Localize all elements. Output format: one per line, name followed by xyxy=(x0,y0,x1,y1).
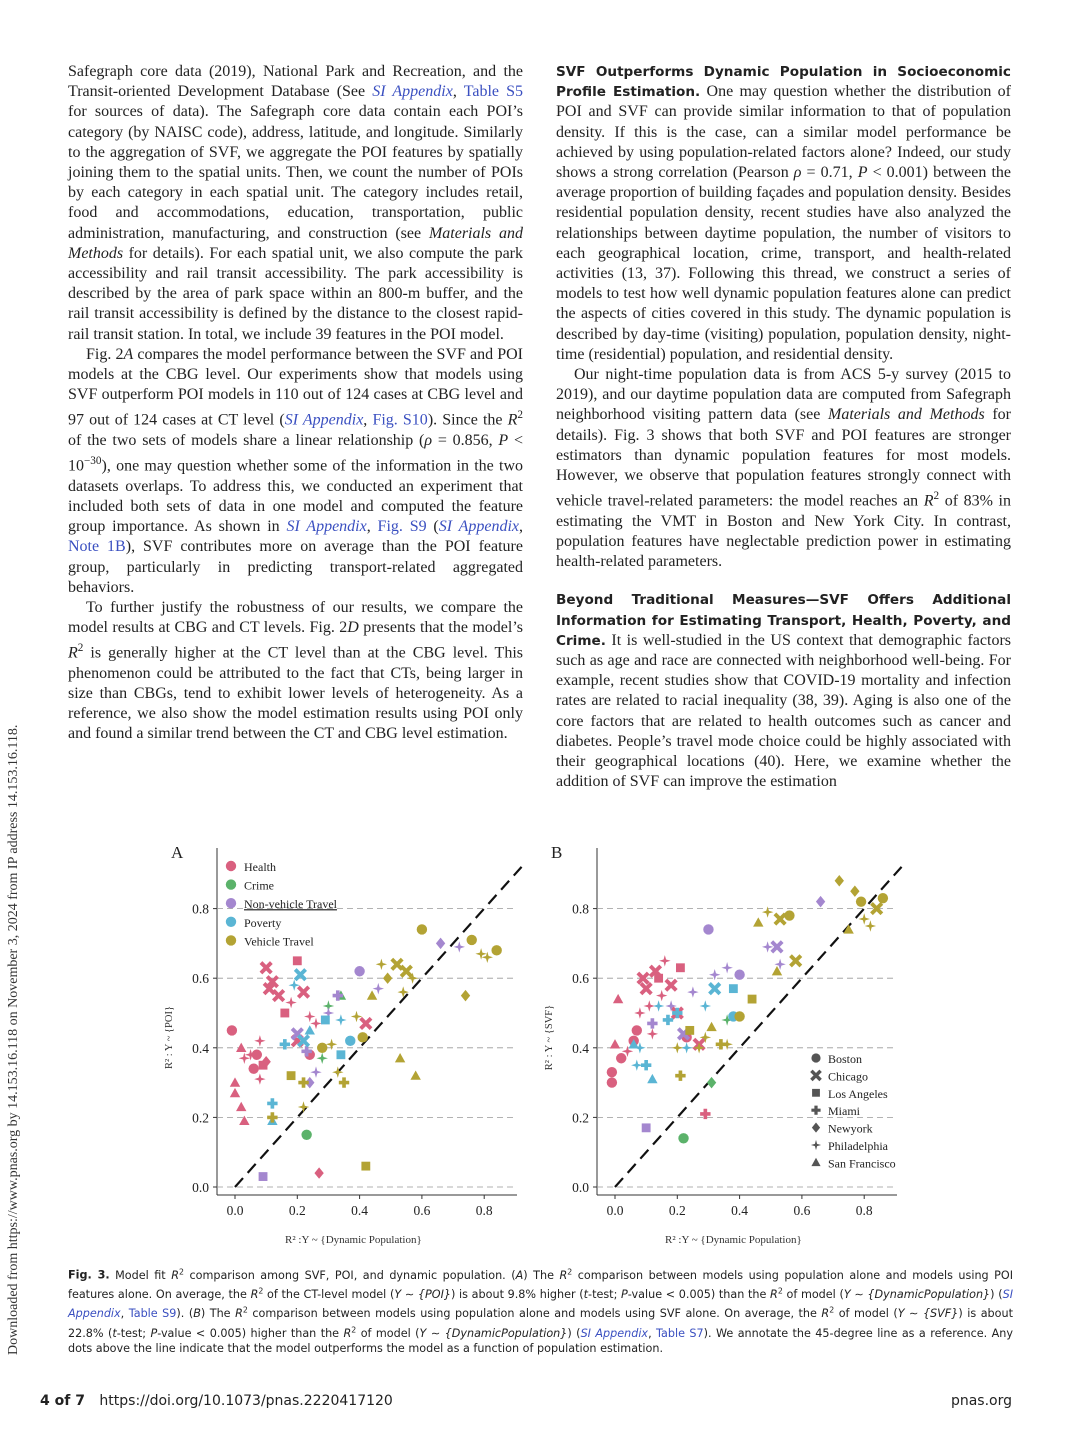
reference-link[interactable]: SI Appendix xyxy=(286,518,367,536)
data-point xyxy=(607,1077,617,1087)
x-tick-label: 0.6 xyxy=(413,1203,431,1218)
text-run: 2 xyxy=(829,1305,835,1315)
text-run: , xyxy=(452,83,464,101)
data-point xyxy=(753,917,763,926)
data-point xyxy=(631,1060,642,1071)
left-paragraph-3 xyxy=(68,598,523,745)
text-run: Materials and Methods xyxy=(828,406,985,424)
text-run: comparison among SVF, POI, and dynamic population. ( xyxy=(183,1268,516,1282)
data-point xyxy=(361,1018,371,1028)
reference-link[interactable]: Fig. S9 xyxy=(377,518,427,536)
data-point xyxy=(676,963,685,972)
text-run: ) The xyxy=(523,1268,560,1282)
figure-caption xyxy=(68,1264,1013,1357)
data-point xyxy=(236,1043,246,1052)
text-run: presents that the model’s xyxy=(358,619,523,637)
legend-label: Crime xyxy=(244,878,274,893)
text-run: Safegraph core data (2019), National Park and Recreation, and the Transit-oriented Development Database (See xyxy=(68,63,523,101)
text-run: {DynamicPopulation} xyxy=(444,1326,568,1340)
data-point xyxy=(734,970,744,980)
data-point xyxy=(314,1167,323,1178)
data-point xyxy=(454,941,465,952)
x-axis-label: R² :Y ~ {Dynamic Population} xyxy=(665,1234,802,1246)
text-run: One may question whether the distribution of POI and SVF can provide similar information to that of population density. If this is the case, can a similar model performance be achieved by using population-related factors alone? Indeed, our study shows a strong correlation (Pearson xyxy=(556,83,1012,182)
legend-marker xyxy=(226,898,236,908)
text-run: −30 xyxy=(84,455,102,468)
data-point xyxy=(383,972,392,983)
section-heading-beyond-traditional: Beyond Traditional Measures—SVF Offers Additional Information for Estimating Transport, Health, Poverty, and Crime. xyxy=(556,592,1011,649)
y-axis-label: R² : Y ~ {SVF} xyxy=(544,1004,555,1071)
legend-marker xyxy=(812,1089,820,1097)
legend-marker xyxy=(226,917,236,927)
data-point xyxy=(653,1000,664,1012)
data-point xyxy=(675,1070,685,1080)
data-point xyxy=(729,984,738,993)
legend-label: Chicago xyxy=(828,1069,868,1084)
data-point xyxy=(616,1053,626,1063)
legend-label: Newyork xyxy=(828,1121,873,1136)
reference-link[interactable]: SI Appendix xyxy=(372,83,453,101)
x-tick-label: 0.6 xyxy=(793,1203,811,1218)
data-point xyxy=(678,1133,688,1143)
text-run: , xyxy=(648,1326,657,1340)
reference-link[interactable]: Table S9 xyxy=(128,1307,177,1321)
data-point xyxy=(358,1032,368,1042)
data-point xyxy=(304,1011,316,1022)
reference-link[interactable]: Note 1B xyxy=(68,538,126,556)
data-point xyxy=(762,906,774,917)
legend-label: Health xyxy=(244,860,276,874)
text-run: 2 xyxy=(777,1286,783,1296)
text-run: 2 xyxy=(567,1267,573,1276)
data-point xyxy=(703,924,713,934)
data-point xyxy=(417,924,427,934)
y-tick-label: 0.2 xyxy=(572,1110,589,1126)
text-run: R xyxy=(235,1307,243,1321)
text-run: of 83% in estimating the VMT in Boston and New York City. In contrast, population features have neglectable prediction power in estimating health-related parameters. xyxy=(556,492,1011,571)
text-run: t xyxy=(112,1326,117,1340)
data-point xyxy=(336,1050,345,1059)
data-point xyxy=(642,1123,651,1132)
legend-marker xyxy=(812,1123,820,1133)
legend-label: Philadelphia xyxy=(828,1139,888,1153)
data-point xyxy=(775,914,785,924)
text-run: Our night-time population data is from ACS 5-y survey (2015 to 2019), and our daytime population data are computed from Safegraph neighborhood visiting pattern data (see xyxy=(556,366,1011,424)
text-run: ), SVF contributes more on average than the POI feature group, particularly in predicting transport-related aggregated behaviors. xyxy=(68,538,523,596)
reference-link[interactable]: SI Appendix xyxy=(284,411,364,429)
y-tick-label: 0.4 xyxy=(192,1040,209,1056)
text-run: ), one may question whether some of the information in the two datasets overlaps. To address this, we conducted an experiment that included both sets of data in one model and computed the feature group importance. As shown in xyxy=(68,457,523,536)
text-run: 2 xyxy=(517,409,524,422)
data-point xyxy=(659,955,671,966)
text-run: R xyxy=(559,1268,568,1282)
text-run: ∼ xyxy=(850,1288,868,1302)
text-run: ). ( xyxy=(176,1307,194,1321)
x-tick-label: 0.4 xyxy=(731,1203,749,1218)
text-run: Fig. 2 xyxy=(86,345,124,363)
download-notice-text: Downloaded from https://www.pnas.org by 14.153.16.118 on November 3, 2024 from IP address 14.153.16.118. xyxy=(6,724,21,1355)
text-run: ) is about 9.8% higher ( xyxy=(451,1288,584,1302)
legend-label: San Francisco xyxy=(828,1156,896,1171)
text-run: -value < 0.005) than the xyxy=(627,1288,771,1302)
data-point xyxy=(267,1098,277,1108)
data-point xyxy=(709,983,719,993)
text-run: , xyxy=(120,1307,129,1321)
text-run: B xyxy=(193,1307,201,1321)
legend-label: Miami xyxy=(828,1104,860,1119)
data-point xyxy=(693,1042,704,1053)
text-run: ρ xyxy=(793,164,802,182)
data-point xyxy=(835,875,844,886)
footer-site[interactable]: pnas.org xyxy=(950,1393,1012,1409)
legend-marker xyxy=(811,1140,821,1150)
text-run: ) ( xyxy=(990,1288,1003,1302)
data-point xyxy=(230,1088,240,1097)
legend-marker xyxy=(811,1106,820,1115)
text-run: for details). For each spatial unit, we also compute the park accessibility and rail transit accessibility. The park accessibility is described by the area of park space within an 800-m buffer, and the rail transit accessibility is defined by the distance to the closest rapid-rail transit station. In total, we include 39 features in the POI model. xyxy=(68,244,523,343)
data-point xyxy=(706,1022,716,1031)
data-point xyxy=(461,990,470,1001)
text-run: comparison between models using population alone and models using POI features alone. On average, the xyxy=(68,1268,1013,1302)
text-run: P xyxy=(857,164,868,182)
text-run: ). We annotate the 45-degree line as a reference. Any dots above the line indicate that the model outperforms the model as a function of population estimation. xyxy=(68,1326,1013,1356)
doi-link[interactable]: https://doi.org/10.1073/pnas.2220417120 xyxy=(99,1393,393,1409)
data-point xyxy=(610,1039,620,1048)
x-tick-label: 0.2 xyxy=(668,1203,686,1218)
data-point xyxy=(335,1014,346,1025)
text-run: ( xyxy=(426,518,439,536)
reference-link[interactable]: SI Appendix xyxy=(580,1326,649,1340)
text-run: R xyxy=(171,1268,179,1282)
text-run: of the two sets of models share a linear relationship ( xyxy=(68,431,425,449)
legend-label: Poverty xyxy=(244,915,282,930)
panel-label: A xyxy=(171,843,184,862)
text-run: , xyxy=(366,518,378,536)
text-run: -test; xyxy=(116,1326,151,1340)
text-run: Model fit xyxy=(109,1268,172,1282)
data-point xyxy=(261,963,271,973)
legend-marker xyxy=(226,935,236,945)
caption-label: Fig. 3. xyxy=(68,1268,110,1282)
y-tick-label: 0.6 xyxy=(192,971,209,987)
data-point xyxy=(376,959,387,970)
data-point xyxy=(647,1018,657,1028)
data-point xyxy=(401,966,411,976)
legend-marker xyxy=(811,1071,820,1080)
text-run: P xyxy=(621,1288,628,1302)
data-point xyxy=(687,986,698,997)
data-point xyxy=(326,1039,338,1050)
text-run: 2 xyxy=(242,1305,248,1315)
x-tick-label: 0.8 xyxy=(855,1203,873,1218)
text-run: 2 xyxy=(933,490,940,503)
y-tick-label: 0.2 xyxy=(192,1110,209,1126)
text-run: D xyxy=(347,619,359,637)
text-run: ). Since the xyxy=(427,411,508,429)
data-point xyxy=(632,1025,642,1035)
x-tick-label: 0.0 xyxy=(606,1203,624,1218)
data-point xyxy=(436,938,445,949)
data-point xyxy=(267,1112,277,1122)
data-point xyxy=(230,1077,240,1086)
data-point xyxy=(301,1130,311,1140)
reference-link[interactable]: Fig. S10 xyxy=(372,411,428,429)
text-run: comparison between models using population alone and models using SVF alone. On average, the xyxy=(247,1307,822,1321)
text-run: 2 xyxy=(77,642,84,655)
reference-link[interactable]: SI Appendix xyxy=(438,518,520,536)
right-paragraph-1-text xyxy=(556,83,1011,363)
data-point xyxy=(273,990,283,1000)
text-run: , xyxy=(363,411,373,429)
data-point xyxy=(700,1000,712,1012)
text-run: Y xyxy=(843,1288,851,1302)
text-run: Y xyxy=(419,1326,427,1340)
y-tick-label: 0.8 xyxy=(572,901,589,917)
data-point xyxy=(310,1018,321,1029)
data-point xyxy=(647,1028,658,1039)
data-point xyxy=(721,1039,733,1050)
legend-marker xyxy=(226,861,236,871)
data-point xyxy=(734,1011,744,1021)
data-point xyxy=(656,990,667,1001)
legend-marker xyxy=(811,1158,820,1166)
panel-a xyxy=(164,843,522,1246)
reference-link[interactable]: Table S7 xyxy=(656,1326,704,1340)
data-point xyxy=(252,1050,262,1060)
data-point xyxy=(395,1053,405,1062)
text-run: {DynamicPopulation} xyxy=(867,1288,991,1302)
data-point xyxy=(373,983,384,995)
footer-left xyxy=(40,1393,393,1409)
data-point xyxy=(613,994,623,1003)
caption-text xyxy=(68,1269,1013,1356)
text-run: {SVF} xyxy=(922,1307,959,1321)
data-point xyxy=(361,1162,370,1171)
left-paragraph-1 xyxy=(68,62,523,345)
x-tick-label: 0.8 xyxy=(475,1203,493,1218)
data-point xyxy=(254,1035,265,1047)
data-point xyxy=(298,1077,308,1087)
data-point xyxy=(859,913,870,925)
data-point xyxy=(280,1009,289,1018)
data-point xyxy=(672,1042,683,1053)
data-point xyxy=(654,974,663,983)
data-point xyxy=(865,920,876,931)
left-paragraph-2 xyxy=(68,345,523,598)
text-run: Y xyxy=(897,1307,905,1321)
legend-marker xyxy=(811,1053,820,1062)
data-point xyxy=(790,956,800,966)
y-tick-label: 0.0 xyxy=(192,1180,209,1195)
data-point xyxy=(467,935,477,945)
legend-label: Los Angeles xyxy=(828,1086,888,1101)
legend-label: Non-vehicle Travel xyxy=(244,897,337,912)
text-run: It is well-studied in the US context that demographic factors such as age and race are connected with neighborhood well-being. For example, recent studies show that COVID-19 mortality and infection rates are related to racial inequality (38, 39). Aging is also one of the core factors that are related to health outcomes such as cancer and diabetes. People’s travel mode choice could be highly associated with their geographical locations (40). Here, we examine whether the addition of SVF can improve the estimation xyxy=(556,631,1011,791)
data-point xyxy=(321,1016,330,1025)
x-tick-label: 0.4 xyxy=(351,1203,369,1218)
data-point xyxy=(784,910,794,920)
text-run: for sources of data). The Safegraph core data contain each POI’s category (by NAISC code), address, latitude, and longitude. Similarly to the aggregation of SVF, we aggregate the POI features by spatially joining them to the spatial units. Then, we count the number of POIs by each category in each spatial unit. The category includes retail, food and accommodations, education, transportation, public administration, manufacturing, and construction (see xyxy=(68,103,523,242)
data-point xyxy=(709,969,720,980)
text-run: , xyxy=(519,518,524,536)
data-point xyxy=(345,1036,355,1046)
data-point xyxy=(285,997,297,1009)
x-axis-label: R² :Y ~ {Dynamic Population} xyxy=(285,1234,422,1246)
y-tick-label: 0.0 xyxy=(572,1180,589,1195)
text-run: t xyxy=(583,1288,589,1302)
text-run: ) The xyxy=(200,1307,236,1321)
text-run: R xyxy=(343,1326,352,1340)
text-run: of model ( xyxy=(834,1307,898,1321)
data-point xyxy=(748,995,757,1004)
data-point xyxy=(685,1026,694,1035)
text-run: ) ( xyxy=(567,1326,581,1340)
text-run: R xyxy=(821,1307,830,1321)
right-paragraph-3-text xyxy=(556,632,1011,790)
figure-3 xyxy=(0,840,1080,1255)
data-point xyxy=(305,1025,315,1034)
text-run: = 0.71, xyxy=(801,164,858,182)
text-run: < 0.001) between the average proportion of building façades and population density. Besides residential population density, recent studies have also analyzed the relationships between daytime population, the number of visitors to each geographical location, crime, transport, and health-related activities (13, 37). Following this thread, we construct a series of models to test how well dynamic population features alone can predict the aspects of cities covered in this study. The dynamic population is described by day-time (visiting) population, population density, night-time (residential) population, and residential density. xyxy=(556,164,1012,363)
text-run: for details). Fig. 3 shows that both SVF and POI features are stronger estimators than dynamic population features for most models. However, we observe that population features strongly connect with vehicle travel-related parameters: the model reaches an xyxy=(556,406,1012,510)
text-run: 2 xyxy=(258,1286,264,1296)
text-run: 2 xyxy=(178,1267,184,1276)
data-point xyxy=(491,945,501,955)
data-point xyxy=(721,962,733,974)
data-point xyxy=(856,896,866,906)
data-point xyxy=(410,1070,420,1079)
x-tick-label: 0.2 xyxy=(288,1203,306,1218)
text-run: R xyxy=(68,644,78,662)
text-run: of the CT-level model ( xyxy=(263,1288,395,1302)
data-point xyxy=(317,1053,328,1065)
data-point xyxy=(298,987,308,997)
data-point xyxy=(816,896,825,907)
data-point xyxy=(317,1043,327,1053)
text-run: P xyxy=(150,1326,158,1340)
y-tick-label: 0.6 xyxy=(572,971,589,987)
y-axis-label: R² : Y ~ {POI} xyxy=(164,1005,175,1070)
text-run: R xyxy=(770,1288,778,1302)
data-point xyxy=(259,1172,268,1181)
data-point xyxy=(772,942,782,952)
legend-label: Boston xyxy=(828,1052,863,1066)
text-run: A xyxy=(515,1268,524,1282)
text-run: Materials and Methods xyxy=(68,224,524,262)
text-run: P xyxy=(498,431,509,449)
panel-b xyxy=(544,843,902,1246)
left-column xyxy=(68,62,523,745)
x-tick-label: 0.0 xyxy=(226,1203,244,1218)
text-run: R xyxy=(507,411,518,429)
data-point xyxy=(634,1007,645,1018)
y-tick-label: 0.8 xyxy=(192,901,209,917)
data-point xyxy=(236,1102,246,1111)
data-point xyxy=(641,983,651,993)
data-point xyxy=(287,1071,296,1080)
data-point xyxy=(666,980,676,990)
reference-link[interactable]: Table S5 xyxy=(463,83,524,101)
text-run: = 0.856, xyxy=(432,431,499,449)
text-run: ∼ xyxy=(401,1288,418,1302)
text-run: ) is about 22.8% ( xyxy=(68,1307,1013,1340)
text-run: is generally higher at the CT level than at the CBG level. This phenomenon could be attributed to the fact that CTs, being larger in size than CBGs, tend to exhibit lower levels of heterogeneity. As a reference, we also show the model estimation results using POI only and found a similar trend between the CT and CBG level estimation. xyxy=(68,644,523,743)
text-run: 2 xyxy=(351,1324,357,1334)
right-paragraph-2 xyxy=(556,365,1011,572)
data-point xyxy=(367,990,377,999)
data-point xyxy=(647,1074,657,1083)
data-point xyxy=(878,893,888,903)
page-number: 4 of 7 xyxy=(40,1393,85,1409)
text-run: of model ( xyxy=(356,1326,420,1340)
data-point xyxy=(227,1025,237,1035)
reference-link[interactable]: SI Appendix xyxy=(68,1288,1013,1321)
data-point xyxy=(248,1063,258,1073)
data-point xyxy=(310,1066,321,1078)
text-run: of model ( xyxy=(782,1288,844,1302)
data-point xyxy=(293,956,302,965)
legend-label: Vehicle Travel xyxy=(244,934,314,949)
text-run: To further justify the robustness of our results, we compare the model results at CBG and CT levels. Fig. 2 xyxy=(68,598,523,637)
text-run: ρ xyxy=(424,431,433,449)
text-run: Y xyxy=(394,1288,402,1302)
text-run: -test; xyxy=(588,1288,622,1302)
legend-marker xyxy=(226,879,236,889)
text-run: R xyxy=(250,1288,259,1302)
data-point xyxy=(354,966,364,976)
y-tick-label: 0.4 xyxy=(572,1040,589,1056)
text-run: < 10 xyxy=(68,431,523,475)
panel-label: B xyxy=(551,843,563,862)
data-point xyxy=(850,885,859,896)
text-run: A xyxy=(123,345,134,363)
data-point xyxy=(607,1067,617,1077)
data-point xyxy=(254,1073,265,1084)
data-point xyxy=(707,1077,716,1088)
data-point xyxy=(339,1077,349,1087)
text-run: ∼ xyxy=(426,1326,445,1340)
data-point xyxy=(298,1101,310,1113)
text-run: compares the model performance between the SVF and POI models at the CBG level. Our experiments show that models using SVF outperform POI models in 110 out of 124 cases at CBG level and 97 out of 124 cases at CT level ( xyxy=(68,345,524,429)
text-run: ∼ xyxy=(904,1307,923,1321)
text-run: -value < 0.005) higher than the xyxy=(157,1326,344,1340)
right-column xyxy=(556,62,1011,792)
download-notice xyxy=(6,724,21,1356)
text-run: R xyxy=(923,492,934,510)
data-point xyxy=(641,1060,651,1070)
text-run: {POI} xyxy=(417,1288,452,1302)
section-heading-svf-vs-population: SVF Outperforms Dynamic Population in Socioeconomic Profile Estimation. xyxy=(556,64,1011,101)
